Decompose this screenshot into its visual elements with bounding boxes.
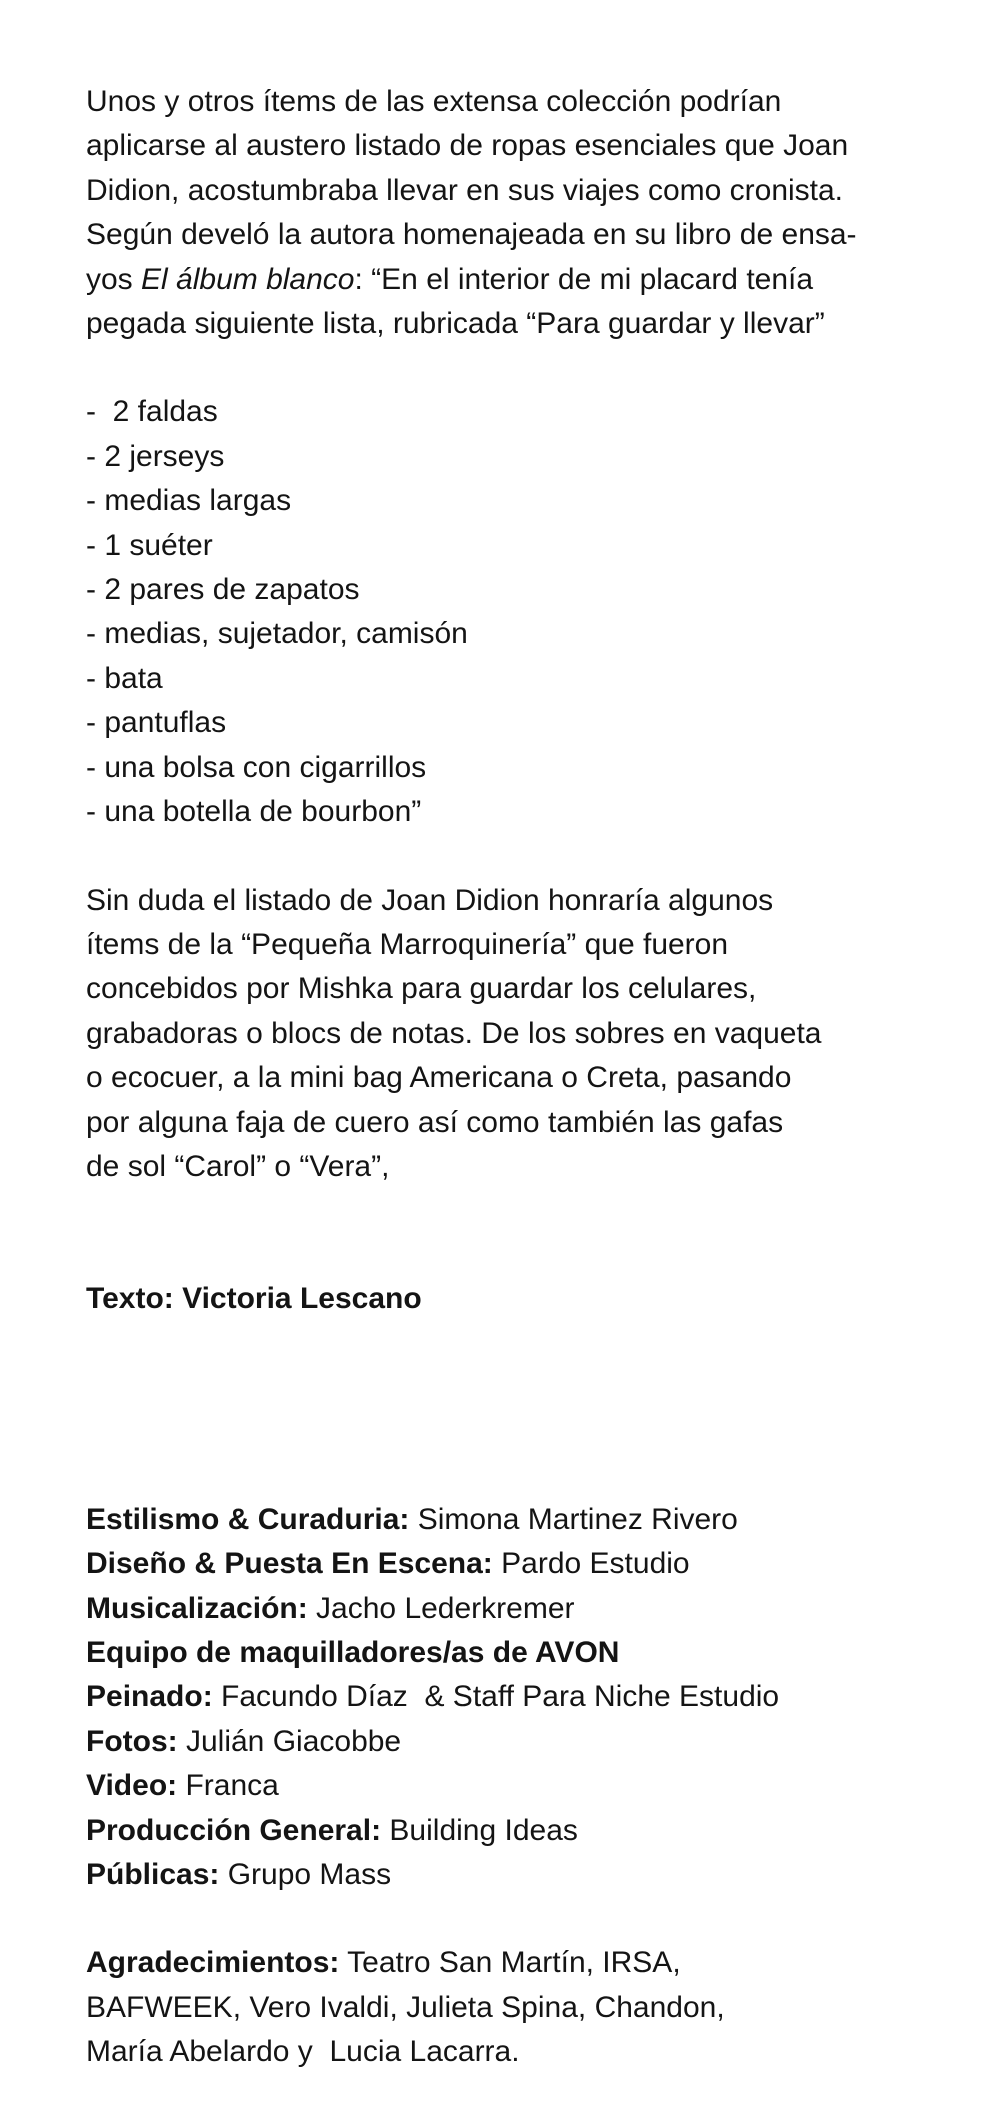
credit-label: Producción General:: [86, 1813, 382, 1847]
paragraph-line: concebidos por Mishka para guardar los celulares,: [86, 972, 757, 1006]
credit-item: [86, 1542, 946, 1586]
acknowledgements-text: Teatro San Martín, IRSA,: [339, 1946, 681, 1980]
article-body: [86, 80, 946, 2075]
intro-line: [86, 258, 946, 302]
paragraph-line: ítems de la “Pequeña Marroquinería” que fueron: [86, 927, 729, 961]
paragraph-line: grabadoras o blocs de notas. De los sobres en vaqueta: [86, 1016, 822, 1050]
intro-paragraph: [86, 80, 946, 346]
intro-line: Didion, acostumbraba llevar en sus viajes como cronista.: [86, 173, 844, 207]
credit-value: Facundo Díaz & Staff Para Niche Estudio: [212, 1680, 780, 1714]
intro-line: pegada siguiente lista, rubricada “Para guardar y llevar”: [86, 307, 825, 341]
paragraph-line: por alguna faja de cuero así como también las gafas: [86, 1105, 784, 1139]
credit-label: Peinado:: [86, 1680, 213, 1714]
second-paragraph: [86, 879, 946, 1190]
credit-value: Simona Martinez Rivero: [409, 1502, 738, 1536]
intro-line: aplicarse al austero listado de ropas esenciales que Joan: [86, 129, 849, 163]
list-item: - 2 pares de zapatos: [86, 573, 360, 607]
credit-value: Building Ideas: [381, 1813, 578, 1847]
list-item: - medias largas: [86, 484, 292, 518]
acknowledgements-line: BAFWEEK, Vero Ivaldi, Julieta Spina, Chandon,: [86, 1990, 725, 2024]
intro-line5-suffix: : “En el interior de mi placard tenía: [354, 262, 814, 296]
credit-item: [86, 1631, 946, 1675]
credit-label: Video:: [86, 1769, 178, 1803]
book-title: El álbum blanco: [141, 262, 355, 296]
credit-item: [86, 1809, 946, 1853]
list-item: - una botella de bourbon”: [86, 795, 422, 829]
acknowledgements-label: Agradecimientos:: [86, 1946, 340, 1980]
credit-label: Públicas:: [86, 1858, 220, 1891]
acknowledgements: [86, 1941, 946, 2074]
credit-item: [86, 1720, 946, 1764]
credit-value: Julián Giacobbe: [177, 1724, 402, 1758]
credit-label: Equipo de maquilladores/as de AVON: [86, 1635, 620, 1669]
list-item: - bata: [86, 661, 163, 695]
packing-list: [86, 390, 946, 834]
credit-label: Fotos:: [86, 1724, 178, 1758]
paragraph-line: de sol “Carol” o “Vera”,: [86, 1149, 390, 1183]
list-item: - 2 faldas: [86, 395, 218, 429]
intro-line: Unos y otros ítems de las extensa colección podrían: [86, 85, 782, 118]
credit-label: Estilismo & Curaduria:: [86, 1502, 410, 1536]
credit-item: [86, 1853, 946, 1897]
acknowledgements-line: [86, 1941, 946, 1985]
list-item: - medias, sujetador, camisón: [86, 617, 468, 651]
credit-item: [86, 1764, 946, 1808]
list-item: - 1 suéter: [86, 528, 213, 562]
credit-label: Diseño & Puesta En Escena:: [86, 1547, 493, 1581]
author-credit: Texto: Victoria Lescano: [86, 1282, 422, 1316]
intro-line5-prefix: yos: [86, 262, 142, 296]
credit-value: Jacho Lederkremer: [307, 1591, 575, 1625]
intro-line: Según develó la autora homenajeada en su libro de ensa-: [86, 218, 857, 252]
list-item: - 2 jerseys: [86, 439, 225, 473]
credit-item: [86, 1498, 946, 1542]
credit-value: Franca: [177, 1769, 279, 1803]
paragraph-line: o ecocuer, a la mini bag Americana o Creta, pasando: [86, 1061, 792, 1095]
list-item: - una bolsa con cigarrillos: [86, 750, 427, 784]
acknowledgements-line: María Abelardo y Lucia Lacarra.: [86, 2035, 520, 2069]
credit-value: Grupo Mass: [219, 1858, 392, 1891]
credit-item: [86, 1675, 946, 1719]
credit-label: Musicalización:: [86, 1591, 308, 1625]
credit-value: Pardo Estudio: [492, 1547, 690, 1581]
list-item: - pantuflas: [86, 706, 227, 740]
paragraph-line: Sin duda el listado de Joan Didion honraría algunos: [86, 883, 774, 917]
credit-item: [86, 1587, 946, 1631]
credits-list: [86, 1498, 946, 1898]
